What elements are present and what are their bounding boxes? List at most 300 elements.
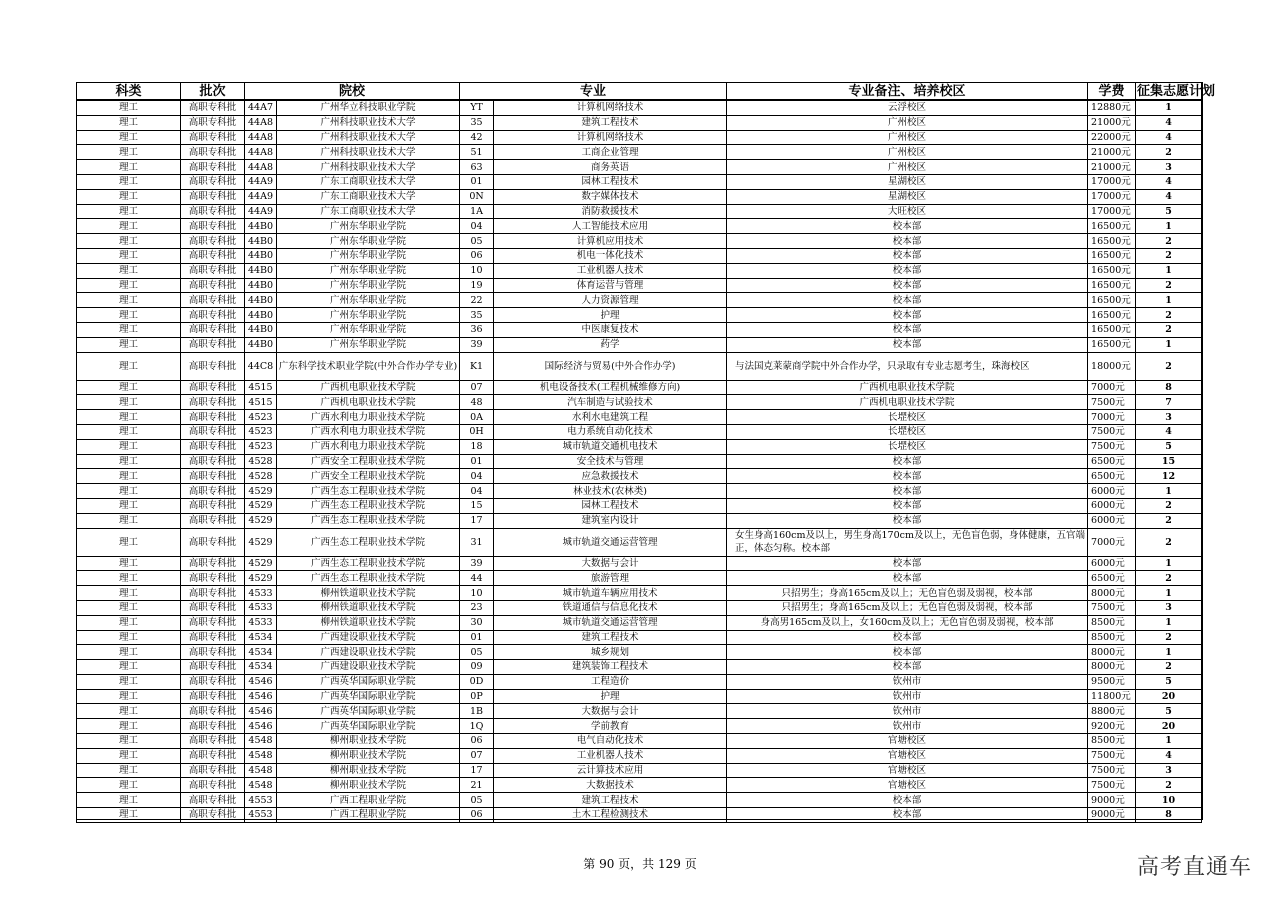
school-name-cell: 广西生态工程职业技术学院 [277, 528, 460, 556]
notes-cell: 女生身高160cm及以上，男生身高170cm及以上，无色盲色弱，身体健康，五官端正，体态匀称。校本部 [727, 528, 1088, 556]
school-code-cell: 4546 [245, 674, 277, 689]
major-code-cell: 05 [460, 793, 494, 808]
major-code-cell: 04 [460, 219, 494, 234]
table-row [77, 556, 1202, 571]
plan-cell: 20 [1136, 719, 1202, 734]
notes-cell: 校本部 [727, 278, 1088, 293]
major-name-cell: 数字媒体技术 [494, 189, 727, 204]
batch-cell: 高职专科批 [181, 130, 245, 145]
school-code-cell: 4529 [245, 484, 277, 499]
major-name-cell: 药学 [494, 337, 727, 352]
major-code-cell: 01 [460, 174, 494, 189]
tuition-cell: 6500元 [1088, 469, 1136, 484]
plan-cell: 15 [1136, 454, 1202, 469]
notes-cell: 校本部 [727, 248, 1088, 263]
category-cell: 理工 [77, 484, 181, 499]
batch-cell: 高职专科批 [181, 395, 245, 410]
table-row [77, 278, 1202, 293]
school-name-cell: 广西建设职业技术学院 [277, 645, 460, 660]
category-cell: 理工 [77, 454, 181, 469]
table-row [77, 630, 1202, 645]
notes-cell: 云浮校区 [727, 100, 1088, 115]
tuition-cell: 16500元 [1088, 322, 1136, 337]
major-code-cell: 22 [460, 293, 494, 308]
school-name-cell: 广西工程职业学院 [277, 793, 460, 808]
notes-cell: 校本部 [727, 660, 1088, 675]
major-code-cell: 17 [460, 513, 494, 528]
school-name-cell: 广州东华职业学院 [277, 248, 460, 263]
major-code-cell: 17 [460, 763, 494, 778]
major-name-cell: 计算机网络技术 [494, 130, 727, 145]
batch-cell: 高职专科批 [181, 586, 245, 601]
batch-cell: 高职专科批 [181, 719, 245, 734]
table-row [77, 454, 1202, 469]
major-name-cell: 电力系统自动化技术 [494, 424, 727, 439]
table-row [77, 528, 1202, 556]
school-code-cell: 4523 [245, 424, 277, 439]
school-code-cell: 4515 [245, 380, 277, 395]
plan-cell: 3 [1136, 763, 1202, 778]
school-code-cell: 4553 [245, 808, 277, 823]
plan-cell: 2 [1136, 278, 1202, 293]
notes-cell: 钦州市 [727, 689, 1088, 704]
batch-cell: 高职专科批 [181, 674, 245, 689]
major-code-cell: 35 [460, 308, 494, 323]
tuition-cell: 8500元 [1088, 734, 1136, 749]
batch-cell: 高职专科批 [181, 352, 245, 380]
major-code-cell: 36 [460, 322, 494, 337]
school-code-cell: 4529 [245, 528, 277, 556]
major-name-cell: 城市轨道交通运营管理 [494, 528, 727, 556]
tuition-cell: 6500元 [1088, 571, 1136, 586]
category-cell: 理工 [77, 630, 181, 645]
category-cell: 理工 [77, 734, 181, 749]
school-code-cell: 44C8 [245, 352, 277, 380]
school-code-cell: 44B0 [245, 337, 277, 352]
tuition-cell: 16500元 [1088, 263, 1136, 278]
major-code-cell: 18 [460, 439, 494, 454]
major-name-cell: 工业机器人技术 [494, 748, 727, 763]
tuition-cell: 16500元 [1088, 248, 1136, 263]
table-row [77, 600, 1202, 615]
plan-cell: 2 [1136, 248, 1202, 263]
school-code-cell: 4546 [245, 689, 277, 704]
major-code-cell: 05 [460, 234, 494, 249]
tuition-cell: 22000元 [1088, 130, 1136, 145]
school-code-cell: 44A8 [245, 145, 277, 160]
major-name-cell: 建筑室内设计 [494, 513, 727, 528]
batch-cell: 高职专科批 [181, 322, 245, 337]
table-row [77, 704, 1202, 719]
major-name-cell: 城乡规划 [494, 645, 727, 660]
tuition-cell: 6500元 [1088, 454, 1136, 469]
table-row [77, 293, 1202, 308]
batch-cell: 高职专科批 [181, 808, 245, 823]
category-cell: 理工 [77, 204, 181, 219]
notes-cell: 广西机电职业技术学院 [727, 380, 1088, 395]
tuition-cell: 8800元 [1088, 704, 1136, 719]
tuition-cell: 9000元 [1088, 808, 1136, 823]
tuition-cell: 8500元 [1088, 615, 1136, 630]
major-name-cell: 人力资源管理 [494, 293, 727, 308]
school-name-cell: 广州东华职业学院 [277, 263, 460, 278]
table-row [77, 380, 1202, 395]
school-code-cell: 44B0 [245, 293, 277, 308]
table-row [77, 586, 1202, 601]
plan-cell: 4 [1136, 130, 1202, 145]
page-number: 第 90 页，共 129 页 [583, 857, 697, 871]
school-name-cell: 广西安全工程职业技术学院 [277, 454, 460, 469]
school-name-cell: 广西安全工程职业技术学院 [277, 469, 460, 484]
category-cell: 理工 [77, 778, 181, 793]
header-batch: 批次 [181, 83, 245, 101]
table-row [77, 645, 1202, 660]
notes-cell: 校本部 [727, 219, 1088, 234]
tuition-cell: 7500元 [1088, 778, 1136, 793]
major-code-cell: 35 [460, 115, 494, 130]
school-code-cell: 44B0 [245, 219, 277, 234]
tuition-cell: 7500元 [1088, 600, 1136, 615]
table-row [77, 219, 1202, 234]
school-name-cell: 广州科技职业技术大学 [277, 160, 460, 175]
batch-cell: 高职专科批 [181, 100, 245, 115]
school-name-cell: 广西建设职业技术学院 [277, 630, 460, 645]
category-cell: 理工 [77, 586, 181, 601]
major-code-cell: 44 [460, 571, 494, 586]
school-code-cell: 4515 [245, 395, 277, 410]
school-name-cell: 广州华立科技职业学院 [277, 100, 460, 115]
major-code-cell: 0D [460, 674, 494, 689]
plan-cell: 5 [1136, 439, 1202, 454]
notes-cell: 长堽校区 [727, 439, 1088, 454]
notes-cell: 官塘校区 [727, 748, 1088, 763]
major-name-cell: 城市轨道交通运营管理 [494, 615, 727, 630]
plan-cell: 2 [1136, 571, 1202, 586]
major-name-cell: 体育运营与管理 [494, 278, 727, 293]
notes-cell: 只招男生；身高165cm及以上；无色盲色弱及弱视，校本部 [727, 600, 1088, 615]
school-code-cell: 44B0 [245, 234, 277, 249]
tuition-cell: 8000元 [1088, 660, 1136, 675]
table-row [77, 689, 1202, 704]
tuition-cell: 17000元 [1088, 189, 1136, 204]
major-name-cell: 商务英语 [494, 160, 727, 175]
category-cell: 理工 [77, 380, 181, 395]
table-row [77, 484, 1202, 499]
category-cell: 理工 [77, 160, 181, 175]
category-cell: 理工 [77, 145, 181, 160]
plan-cell: 1 [1136, 293, 1202, 308]
major-name-cell: 安全技术与管理 [494, 454, 727, 469]
category-cell: 理工 [77, 748, 181, 763]
major-code-cell: 63 [460, 160, 494, 175]
school-code-cell: 44A8 [245, 130, 277, 145]
tuition-cell: 17000元 [1088, 174, 1136, 189]
table-row [77, 100, 1202, 115]
notes-cell: 校本部 [727, 454, 1088, 469]
table-row [77, 248, 1202, 263]
category-cell: 理工 [77, 322, 181, 337]
table-row [77, 130, 1202, 145]
batch-cell: 高职专科批 [181, 219, 245, 234]
plan-cell: 4 [1136, 115, 1202, 130]
notes-cell: 只招男生；身高165cm及以上；无色盲色弱及弱视，校本部 [727, 586, 1088, 601]
header-school: 院校 [245, 83, 460, 101]
header-category: 科类 [77, 83, 181, 101]
plan-cell: 4 [1136, 424, 1202, 439]
major-name-cell: 城市轨道车辆应用技术 [494, 586, 727, 601]
school-code-cell: 4529 [245, 571, 277, 586]
table-row [77, 778, 1202, 793]
major-code-cell: 07 [460, 380, 494, 395]
major-name-cell: 建筑工程技术 [494, 630, 727, 645]
major-code-cell: 31 [460, 528, 494, 556]
category-cell: 理工 [77, 660, 181, 675]
notes-cell: 钦州市 [727, 719, 1088, 734]
school-name-cell: 柳州职业技术学院 [277, 734, 460, 749]
notes-cell: 校本部 [727, 556, 1088, 571]
major-name-cell: 园林工程技术 [494, 174, 727, 189]
category-cell: 理工 [77, 248, 181, 263]
header-row [77, 83, 1202, 101]
school-name-cell: 广西英华国际职业学院 [277, 704, 460, 719]
school-name-cell: 广西生态工程职业技术学院 [277, 484, 460, 499]
category-cell: 理工 [77, 189, 181, 204]
table-row [77, 234, 1202, 249]
tuition-cell: 7000元 [1088, 410, 1136, 425]
major-code-cell: 01 [460, 454, 494, 469]
major-code-cell: 01 [460, 630, 494, 645]
plan-cell: 7 [1136, 395, 1202, 410]
plan-cell: 2 [1136, 513, 1202, 528]
major-code-cell: 23 [460, 600, 494, 615]
major-name-cell: 工程造价 [494, 674, 727, 689]
major-name-cell: 计算机应用技术 [494, 234, 727, 249]
major-code-cell: 05 [460, 645, 494, 660]
major-code-cell: 06 [460, 734, 494, 749]
plan-cell: 2 [1136, 528, 1202, 556]
school-name-cell: 广东工商职业技术大学 [277, 174, 460, 189]
tuition-cell: 6000元 [1088, 556, 1136, 571]
table-row [77, 793, 1202, 808]
school-code-cell: 44B0 [245, 322, 277, 337]
category-cell: 理工 [77, 528, 181, 556]
category-cell: 理工 [77, 130, 181, 145]
school-name-cell: 广西机电职业技术学院 [277, 380, 460, 395]
major-name-cell: 机电设备技术(工程机械维修方向) [494, 380, 727, 395]
school-name-cell: 广西水利电力职业技术学院 [277, 410, 460, 425]
table-row [77, 498, 1202, 513]
plan-cell: 3 [1136, 160, 1202, 175]
tuition-cell: 16500元 [1088, 308, 1136, 323]
plan-cell: 4 [1136, 748, 1202, 763]
plan-cell: 1 [1136, 263, 1202, 278]
major-code-cell: K1 [460, 352, 494, 380]
major-name-cell: 旅游管理 [494, 571, 727, 586]
major-name-cell: 工商企业管理 [494, 145, 727, 160]
tuition-cell: 7500元 [1088, 439, 1136, 454]
school-name-cell: 广西生态工程职业技术学院 [277, 498, 460, 513]
major-code-cell: 1Q [460, 719, 494, 734]
tuition-cell: 6000元 [1088, 498, 1136, 513]
tuition-cell: 16500元 [1088, 278, 1136, 293]
table-row [77, 469, 1202, 484]
tuition-cell: 21000元 [1088, 145, 1136, 160]
plan-cell: 5 [1136, 674, 1202, 689]
major-code-cell: 1A [460, 204, 494, 219]
notes-cell: 广西机电职业技术学院 [727, 395, 1088, 410]
notes-cell: 身高男165cm及以上，女160cm及以上；无色盲色弱及弱视，校本部 [727, 615, 1088, 630]
school-name-cell: 柳州职业技术学院 [277, 748, 460, 763]
batch-cell: 高职专科批 [181, 689, 245, 704]
batch-cell: 高职专科批 [181, 498, 245, 513]
plan-cell: 2 [1136, 660, 1202, 675]
school-name-cell: 广州东华职业学院 [277, 322, 460, 337]
notes-cell: 钦州市 [727, 704, 1088, 719]
tuition-cell: 17000元 [1088, 204, 1136, 219]
school-code-cell: 4529 [245, 556, 277, 571]
major-code-cell: 10 [460, 263, 494, 278]
school-name-cell: 广州科技职业技术大学 [277, 115, 460, 130]
table-row [77, 263, 1202, 278]
school-code-cell: 4523 [245, 439, 277, 454]
school-name-cell: 广西水利电力职业技术学院 [277, 424, 460, 439]
school-code-cell: 4529 [245, 498, 277, 513]
major-code-cell: 19 [460, 278, 494, 293]
notes-cell: 校本部 [727, 263, 1088, 278]
major-name-cell: 消防救援技术 [494, 204, 727, 219]
school-name-cell: 广西生态工程职业技术学院 [277, 571, 460, 586]
category-cell: 理工 [77, 704, 181, 719]
tuition-cell: 8000元 [1088, 586, 1136, 601]
tuition-cell: 18000元 [1088, 352, 1136, 380]
table-row [77, 719, 1202, 734]
plan-cell: 1 [1136, 337, 1202, 352]
batch-cell: 高职专科批 [181, 410, 245, 425]
batch-cell: 高职专科批 [181, 630, 245, 645]
batch-cell: 高职专科批 [181, 248, 245, 263]
category-cell: 理工 [77, 674, 181, 689]
batch-cell: 高职专科批 [181, 454, 245, 469]
plan-cell: 1 [1136, 484, 1202, 499]
major-code-cell: 04 [460, 484, 494, 499]
notes-cell: 广州校区 [727, 160, 1088, 175]
category-cell: 理工 [77, 571, 181, 586]
table-row [77, 160, 1202, 175]
notes-cell: 校本部 [727, 630, 1088, 645]
major-name-cell: 汽车制造与试验技术 [494, 395, 727, 410]
category-cell: 理工 [77, 337, 181, 352]
batch-cell: 高职专科批 [181, 189, 245, 204]
notes-cell: 校本部 [727, 484, 1088, 499]
plan-cell: 5 [1136, 704, 1202, 719]
table-row [77, 571, 1202, 586]
notes-cell: 广州校区 [727, 115, 1088, 130]
tuition-cell: 7500元 [1088, 424, 1136, 439]
table-row [77, 352, 1202, 380]
notes-cell: 校本部 [727, 469, 1088, 484]
major-code-cell: 04 [460, 469, 494, 484]
batch-cell: 高职专科批 [181, 145, 245, 160]
header-plan: 征集志愿计划 [1137, 83, 1216, 99]
tuition-cell: 7000元 [1088, 380, 1136, 395]
header-major: 专业 [460, 83, 727, 101]
major-name-cell: 计算机网络技术 [494, 100, 727, 115]
school-code-cell: 44A8 [245, 160, 277, 175]
batch-cell: 高职专科批 [181, 734, 245, 749]
batch-cell: 高职专科批 [181, 234, 245, 249]
school-name-cell: 广西水利电力职业技术学院 [277, 439, 460, 454]
notes-cell: 长堽校区 [727, 410, 1088, 425]
plan-cell: 5 [1136, 204, 1202, 219]
school-code-cell: 4523 [245, 410, 277, 425]
major-code-cell: 39 [460, 337, 494, 352]
category-cell: 理工 [77, 439, 181, 454]
notes-cell: 校本部 [727, 645, 1088, 660]
school-code-cell: 4534 [245, 660, 277, 675]
school-code-cell: 44A9 [245, 204, 277, 219]
batch-cell: 高职专科批 [181, 793, 245, 808]
batch-cell: 高职专科批 [181, 645, 245, 660]
table-row [77, 660, 1202, 675]
notes-cell: 与法国克莱蒙商学院中外合作办学，只录取有专业志愿考生，珠海校区 [727, 352, 1088, 380]
category-cell: 理工 [77, 689, 181, 704]
category-cell: 理工 [77, 615, 181, 630]
school-code-cell: 4533 [245, 600, 277, 615]
major-name-cell: 电气自动化技术 [494, 734, 727, 749]
plan-cell: 3 [1136, 600, 1202, 615]
school-code-cell: 4534 [245, 630, 277, 645]
category-cell: 理工 [77, 645, 181, 660]
school-code-cell: 44B0 [245, 308, 277, 323]
major-code-cell: 10 [460, 586, 494, 601]
category-cell: 理工 [77, 100, 181, 115]
notes-cell: 校本部 [727, 808, 1088, 823]
category-cell: 理工 [77, 395, 181, 410]
major-code-cell: 06 [460, 808, 494, 823]
major-name-cell: 国际经济与贸易(中外合作办学) [494, 352, 727, 380]
school-code-cell: 44B0 [245, 263, 277, 278]
category-cell: 理工 [77, 410, 181, 425]
school-code-cell: 4528 [245, 454, 277, 469]
tuition-cell: 7500元 [1088, 748, 1136, 763]
school-code-cell: 44B0 [245, 278, 277, 293]
major-code-cell: 48 [460, 395, 494, 410]
plan-cell: 20 [1136, 689, 1202, 704]
tuition-cell: 8500元 [1088, 630, 1136, 645]
major-name-cell: 学前教育 [494, 719, 727, 734]
tuition-cell: 16500元 [1088, 293, 1136, 308]
batch-cell: 高职专科批 [181, 704, 245, 719]
table-row [77, 615, 1202, 630]
major-name-cell: 大数据与会计 [494, 556, 727, 571]
major-name-cell: 护理 [494, 308, 727, 323]
major-name-cell: 土木工程检测技术 [494, 808, 727, 823]
school-code-cell: 4533 [245, 615, 277, 630]
school-name-cell: 广州东华职业学院 [277, 337, 460, 352]
major-code-cell: YT [460, 100, 494, 115]
plan-cell: 2 [1136, 630, 1202, 645]
major-name-cell: 云计算技术应用 [494, 763, 727, 778]
category-cell: 理工 [77, 308, 181, 323]
plan-cell: 2 [1136, 322, 1202, 337]
batch-cell: 高职专科批 [181, 600, 245, 615]
notes-cell: 校本部 [727, 513, 1088, 528]
category-cell: 理工 [77, 278, 181, 293]
batch-cell: 高职专科批 [181, 293, 245, 308]
tuition-cell: 7000元 [1088, 528, 1136, 556]
table-row [77, 115, 1202, 130]
batch-cell: 高职专科批 [181, 278, 245, 293]
